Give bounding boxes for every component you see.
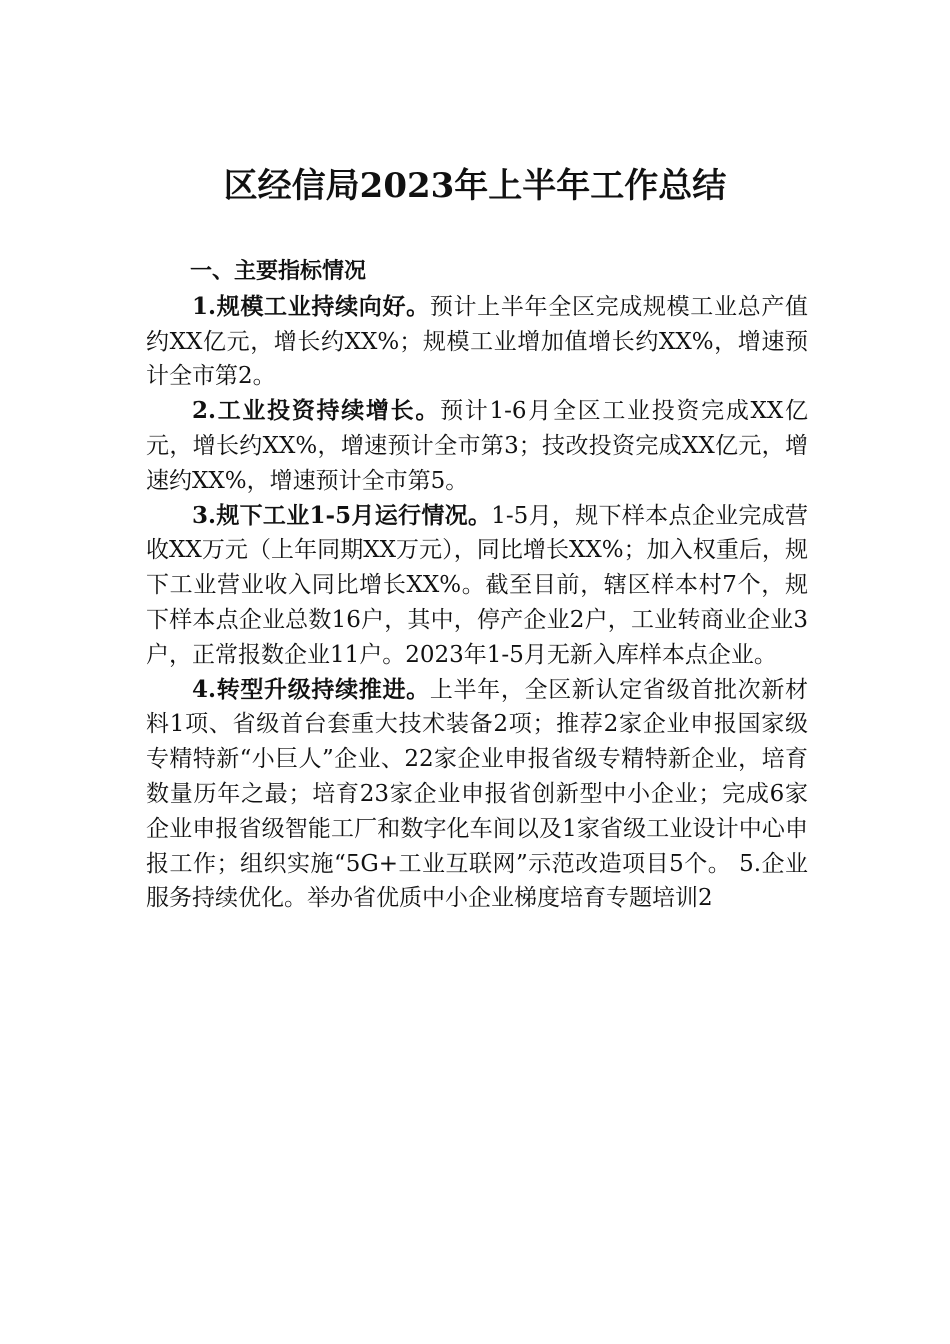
- document-body: [146, 255, 808, 916]
- paragraph-text: 1-5月，规下样本点企业完成营收XX万元（上年同期XX万元），同比增长XX%；加入权重后，规下工业营业收入同比增长XX%。截至目前，辖区样本村7个，规下样本点企业总数16户，其中，停产企业2户，工业转商业企业3户，正常报数企业11户。2023年1-5月无新入库样本点企业。: [146, 502, 808, 668]
- paragraph-text: 上半年，全区新认定省级首批次新材料1项、省级首台套重大技术装备2项；推荐2家企业申报国家级专精特新“小巨人”企业、22家企业申报省级专精特新企业，培育数量历年之最；培育23家企业申报省创新型中小企业；完成6家企业申报省级智能工厂和数字化车间以及1家省级工业设计中心申报工作；组织实施“5G+工业互联网”示范改造项目5个。 5.企业服务持续优化。举办省优质中小企业梯度培育专题培训2: [146, 676, 809, 912]
- paragraph-lead: 2.工业投资持续增长。: [192, 397, 441, 425]
- paragraph-lead: 4.转型升级持续推进。: [192, 675, 430, 703]
- paragraph-lead: 1.规模工业持续向好。: [192, 292, 430, 320]
- paragraph-text: 预计上半年全区完成规模工业总产值约XX亿元，增长约XX%；规模工业增加值增长约XX%，增速预计全市第2。: [146, 293, 809, 390]
- paragraph-4: [146, 673, 808, 917]
- paragraph-lead: 3.规下工业1-5月运行情况。: [192, 501, 492, 529]
- paragraph-1: [146, 290, 808, 394]
- paragraph-text: 预计1-6月全区工业投资完成XX亿元，增长约XX%，增速预计全市第3；技改投资完成XX亿元，增速约XX%，增速预计全市第5。: [146, 398, 808, 494]
- paragraph-2: [146, 394, 808, 498]
- document-title: 区经信局2023年上半年工作总结: [223, 166, 727, 206]
- paragraph-3: [146, 499, 808, 673]
- section-heading: 一、主要指标情况: [190, 259, 367, 284]
